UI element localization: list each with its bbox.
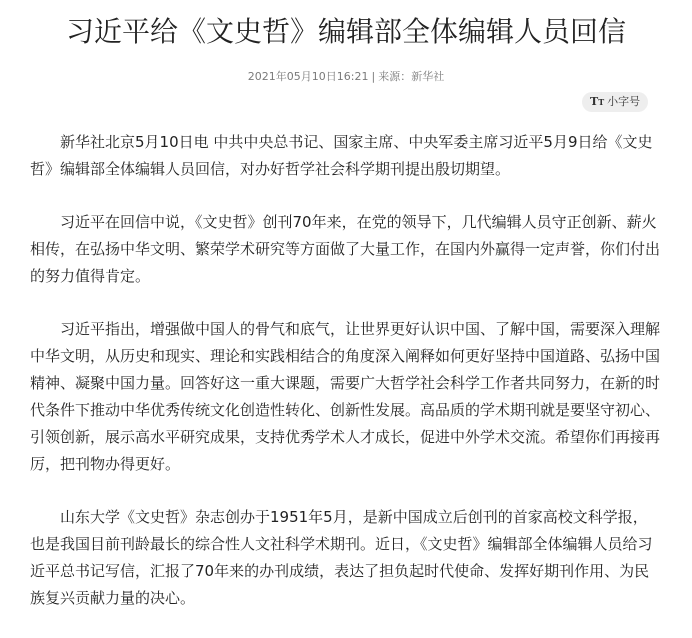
paragraph-1: 新华社北京5月10日电 中共中央总书记、国家主席、中央军委主席习近平5月9日给《文史哲》编辑部全体编辑人员回信，对办好哲学社会科学期刊提出殷切期望。 <box>30 133 653 178</box>
article-source: 来源：新华社 <box>378 70 445 83</box>
paragraph-2: 习近平在回信中说，《文史哲》创刊70年来，在党的领导下，几代编辑人员守正创新、薪火相传，在弘扬中华文明、繁荣学术研究等方面做了大量工作，在国内外赢得一定声誉，你们付出的努力值得肯定。 <box>30 213 661 285</box>
meta-separator: | <box>371 70 376 83</box>
font-size-icon-small: T <box>598 97 605 107</box>
font-size-icon: TT <box>590 95 605 108</box>
article-body <box>30 129 662 638</box>
article-title: 习近平给《文史哲》编辑部全体编辑人员回信 <box>65 15 626 48</box>
publish-date: 2021年05月10日16:21 <box>247 70 369 83</box>
font-size-label: 小字号 <box>607 95 641 108</box>
font-size-toggle-button[interactable] <box>582 92 648 112</box>
article-meta <box>0 69 692 85</box>
paragraph-3: 习近平指出，增强做中国人的骨气和底气，让世界更好认识中国、了解中国，需要深入理解中华文明，从历史和现实、理论和实践相结合的角度深入阐释如何更好坚持中国道路、弘扬中国精神、凝聚中国力量。回答好这一重大课题，需要广大哲学社会科学工作者共同努力，在新的时代条件下推动中华优秀传统文化创造性转化、创新性发展。高品质的学术期刊就是要坚守初心、引领创新，展示高水平研究成果，支持优秀学术人才成长，促进中外学术交流。希望你们再接再厉，把刊物办得更好。 <box>30 320 661 473</box>
paragraph-4: 山东大学《文史哲》杂志创办于1951年5月，是新中国成立后创刊的首家高校文科学报，也是我国目前刊龄最长的综合性人文社科学术期刊。近日，《文史哲》编辑部全体编辑人员给习近平总书记写信，汇报了70年来的办刊成绩，表达了担负起时代使命、发挥好期刊作用、为民族复兴贡献力量的决心。 <box>30 508 653 607</box>
